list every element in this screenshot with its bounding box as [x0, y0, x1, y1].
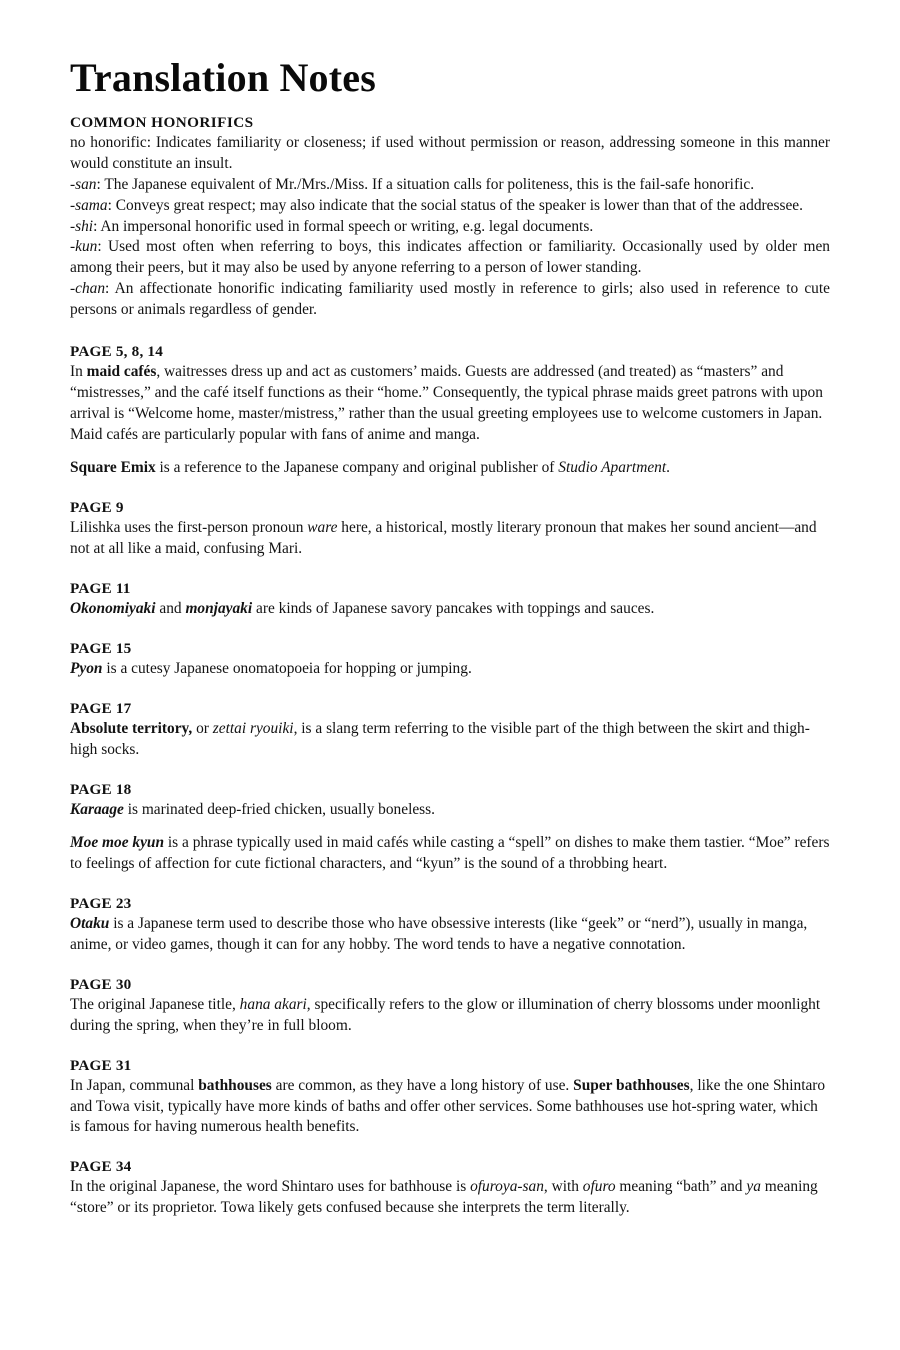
honorific-definition: : Used most often when referring to boys, this indicates affection or familiarity. Occasionally used by older men among their peers, but it may also be used by anyone referring to a person of lower standing. — [70, 238, 830, 277]
page-heading: PAGE 31 — [70, 1056, 132, 1074]
text-run: is marinated deep-fried chicken, usually boneless. — [123, 800, 436, 818]
page-heading: PAGE 17 — [70, 699, 132, 717]
note-section — [70, 343, 830, 479]
page-heading: PAGE 23 — [70, 895, 132, 913]
note-paragraph — [70, 458, 830, 479]
honorific-entries — [70, 133, 830, 321]
note-section — [70, 499, 830, 560]
page-heading: PAGE 5, 8, 14 — [70, 342, 164, 360]
note-section — [70, 1158, 830, 1219]
text-run: monjayaki — [185, 600, 253, 617]
page-heading: PAGE 34 — [70, 1158, 132, 1176]
note-section — [70, 580, 830, 620]
text-run: is a Japanese term used to describe those who have obsessive interests (like “geek” or “nerd”), usually in manga, anime, or video games, though it can for any hobby. The word tends to have a negative connotation. — [70, 915, 808, 953]
text-run: ofuro — [582, 1178, 616, 1196]
text-run: meaning “bath” and — [615, 1178, 747, 1196]
note-paragraph — [70, 995, 830, 1037]
text-run: Pyon — [70, 659, 103, 677]
text-run: here, a historical, mostly literary pronoun that makes her sound ancient—and not at all like a maid, confusing Mari. — [70, 519, 817, 558]
text-run: , like the one Shintaro and Towa visit, typically have more kinds of baths and offer other services. Some bathhouses use hot-spring water, which is famous for having numerous health benefits. — [70, 1076, 826, 1136]
honorific-term: -shi — [70, 217, 94, 235]
text-run: Lilishka uses the first-person pronoun — [70, 519, 308, 537]
text-run: are common, as they have a long history of use. — [271, 1076, 574, 1094]
text-run: Karaage — [70, 800, 124, 818]
note-section — [70, 640, 830, 680]
text-run: zettai ryouiki — [212, 719, 294, 737]
honorific-definition: : The Japanese equivalent of Mr./Mrs./Miss. If a situation calls for politeness, this is the fail-safe honorific. — [96, 175, 755, 193]
honorific-term: -sama — [70, 196, 108, 214]
text-run: , is a slang term referring to the visible part of the thigh between the skirt and thigh-high socks. — [70, 719, 810, 758]
text-run: or — [192, 719, 213, 737]
text-run: Absolute territory, — [70, 719, 193, 737]
text-run: bathhouses — [198, 1076, 272, 1094]
page-heading: PAGE 30 — [70, 975, 132, 993]
page-heading: PAGE 18 — [70, 780, 132, 798]
note-paragraph — [70, 719, 830, 761]
text-run: Moe moe kyun — [70, 834, 165, 852]
notes-container — [70, 343, 830, 1219]
note-section — [70, 781, 830, 876]
note-section — [70, 700, 830, 761]
honorific-term: no honorific — [70, 134, 147, 151]
text-run: is a phrase typically used in maid cafés while casting a “spell” on dishes to make them tastier. “Moe” refers to feelings of affection for cute fictional characters, and “kyun” is the sound of a throbbing heart. — [70, 834, 830, 873]
text-run: maid cafés — [86, 362, 157, 380]
text-run: Otaku — [70, 915, 110, 933]
text-run: , with — [543, 1178, 583, 1196]
text-run: are kinds of Japanese savory pancakes with toppings and sauces. — [252, 600, 655, 617]
honorific-term: -kun — [70, 238, 98, 256]
text-run: is a cutesy Japanese onomatopoeia for hopping or jumping. — [102, 659, 472, 677]
note-paragraph — [70, 599, 830, 620]
text-run: Studio Apartment — [558, 459, 667, 477]
paragraph-gap — [70, 445, 830, 458]
page-heading: PAGE 9 — [70, 499, 124, 517]
text-run: In the original Japanese, the word Shintaro uses for bathhouse is — [70, 1178, 471, 1196]
text-run: ofuroya-san — [470, 1178, 544, 1196]
note-paragraph — [70, 659, 830, 680]
note-paragraph — [70, 362, 830, 446]
text-run: In Japan, communal — [70, 1076, 199, 1094]
text-run: Square Emix — [70, 459, 156, 477]
page-title: Translation Notes — [70, 55, 376, 100]
honorific-term: -chan — [70, 280, 106, 298]
honorific-definition: : An affectionate honorific indicating familiarity used mostly in reference to girls; also used in reference to cute persons or animals regardless of gender. — [70, 280, 830, 318]
text-run: ya — [746, 1178, 761, 1196]
honorific-definition: : Conveys great respect; may also indicate that the social status of the speaker is lower than that of the addressee. — [107, 196, 803, 214]
section-heading-common-honorifics: COMMON HONORIFICS — [70, 114, 254, 131]
text-run: Okonomiyaki — [70, 600, 156, 617]
text-run: Super bathhouses — [573, 1076, 690, 1094]
text-run: and — [155, 600, 186, 617]
honorific-term: -san — [70, 175, 97, 193]
note-paragraph — [70, 1076, 830, 1139]
note-section — [70, 976, 830, 1037]
paragraph-gap — [70, 820, 830, 833]
note-paragraph — [70, 1177, 830, 1219]
text-run: , waitresses dress up and act as customers’ maids. Guests are addressed (and treated) as “masters” and “mistresses,” and the café itself functions as their “home.” Consequently, the typical phrase maids greet patrons with upon arrival is “Welcome home, master/mistress,” rather than the usual greeting employees use to welcome customers in Japan. Maid cafés are particularly popular with fans of anime and manga. — [70, 362, 823, 443]
text-run: , specifically refers to the glow or illumination of cherry blossoms under moonlight during the spring, when they’re in full bloom. — [70, 995, 821, 1034]
common-honorifics-section — [70, 114, 830, 321]
note-paragraph — [70, 914, 830, 956]
note-paragraph — [70, 518, 830, 560]
text-run: meaning “store” or its proprietor. Towa likely gets confused because she interprets the term literally. — [70, 1178, 818, 1217]
honorific-definition: : An impersonal honorific used in formal speech or writing, e.g. legal documents. — [93, 217, 594, 235]
page-heading: PAGE 11 — [70, 580, 131, 597]
note-section — [70, 895, 830, 956]
note-paragraph — [70, 800, 830, 821]
honorific-definition: : Indicates familiarity or closeness; if used without permission or reason, addressing someone in this manner would constitute an insult. — [70, 134, 830, 172]
page-heading: PAGE 15 — [70, 639, 132, 657]
text-run: The original Japanese title, — [70, 995, 240, 1013]
text-run: hana akari — [239, 995, 307, 1013]
note-paragraph — [70, 833, 830, 875]
text-run: ware — [307, 519, 338, 537]
text-run: In — [70, 362, 87, 380]
text-run: is a reference to the Japanese company and original publisher of — [155, 459, 559, 477]
note-section — [70, 1057, 830, 1139]
text-run: . — [666, 459, 670, 477]
